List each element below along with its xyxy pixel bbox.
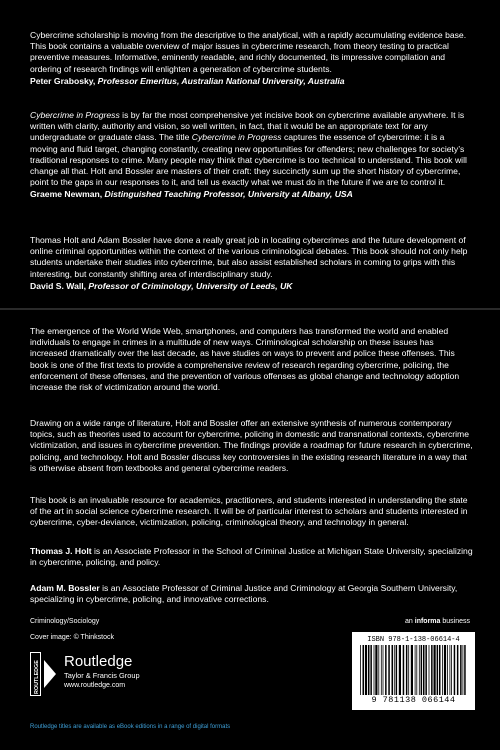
author-name: Thomas J. Holt — [30, 546, 92, 556]
reviewer-name: David S. Wall, — [30, 280, 87, 291]
reviewer-title: Professor of Criminology, University of Leeds, UK — [88, 280, 293, 291]
review-attribution — [30, 76, 473, 87]
review-text: Thomas Holt and Adam Bossler have done a really great job in locating cybercrimes and the future development of online criminal opportunities within the context of the various criminological debates. This book should not only help students undertake their studies into cybercrime, but also assist established scholars in coming to grips with this interesting, but constantly shifting area of interdisciplinary study. — [30, 235, 468, 279]
author-name: Adam M. Bossler — [30, 583, 100, 593]
description-paragraph: Drawing on a wide range of literature, Holt and Bossler offer an extensive synthesis of numerous contemporary topics, such as theories used to account for cybercrime, policing in domestic and transnational contexts, cybercrime victimization, and issues in cybercrime prevention. The findings provide a roadmap for future research in cybercrime, policing, and technology. Holt and Bossler discuss key controversies in the existing research literature in a way that is otherwise absent from textbooks and general cybercrime readers. — [30, 418, 473, 473]
svg-text:ROUTLEDGE: ROUTLEDGE — [34, 660, 40, 694]
author-bio: is an Associate Professor in the School of Criminal Justice at Michigan State University, specializing in cybercrime, policing, and policy. — [30, 546, 473, 568]
review-text-part-a: is by far the most comprehensive yet incisive book on cybercrime available anywhere. It is written with clarity, authority and vision, so well written, in fact, that it would be an appropriate text for any undergraduate or graduate class. The title — [30, 110, 465, 143]
review-text-part-b: captures the essence of cybercrime: it is a moving and fluid target, changing constantly, creating new opportunities for offenders; new challenges for society’s traditional responses to crime. Many people may think that cybercrime is too technical to understand. This book will change all that. Holt and Bossler are masters of their craft: they succinctly sum up the short history of cybercrime, point to the gaps in our responses to it, and tell us exactly what we must do in the future if we are to control it. — [30, 132, 467, 188]
cover-image-credit: Cover image: © Thinkstock — [30, 634, 115, 641]
review-attribution — [30, 189, 473, 200]
ebook-availability-note: Routledge titles are available as eBook editions in a range of digital formats — [30, 724, 231, 730]
review-attribution — [30, 281, 473, 292]
publisher-name: Routledge — [64, 653, 133, 670]
review-text: Cybercrime scholarship is moving from the descriptive to the analytical, with a rapidly accumulating evidence base. This book contains a valuable overview of major issues in cybercrime research, from theory testing to practical preventive measures. Informative, eminently readable, and richly documented, its impressive compilation and ordering of research findings will enlighten a generation of cybercrime students. — [30, 30, 467, 74]
informa-brand: informa — [414, 618, 441, 625]
author-bio-bossler — [30, 583, 473, 605]
book-title-italic: Cybercrime in Progress — [30, 110, 120, 120]
review-newman — [30, 110, 473, 201]
author-bio-holt — [30, 546, 473, 568]
publisher-url: www.routledge.com — [64, 682, 126, 689]
reviewer-name: Peter Grabosky, — [30, 75, 96, 86]
description-paragraph: The emergence of the World Wide Web, smartphones, and computers has transformed the world and enabled individuals to engage in crimes in a multitude of new ways. Criminological scholarship on these issues has increased dramatically over the last decade, as have studies on ways to prevent and police these offenses. This book is one of the first texts to provide a comprehensive review of research regarding cybercrime, policing, the enforcement of these offenses, and the prevention of various offenses as global change and technology adoption increase the risk of victimization around the world. — [30, 326, 460, 393]
isbn-number: ISBN 978-1-138-06614-4 — [367, 636, 460, 644]
review-wall — [30, 235, 473, 292]
informa-business-label: an informa business — [405, 618, 470, 625]
description-paragraph: This book is an invaluable resource for academics, practitioners, and students interested in understanding the state of the art in social science cybercrime research. It will be of particular interest to scholars and students interested in cybercrime, cyber-deviance, victimization, policing, criminological theory, and technology in general. — [30, 495, 468, 528]
reviewer-name: Graeme Newman, — [30, 189, 103, 200]
subject-category: Criminology/Sociology — [30, 618, 100, 625]
barcode-digits: 9 781138 066144 — [371, 695, 456, 705]
logo-vertical-wordmark — [32, 652, 40, 696]
reviewer-title: Distinguished Teaching Professor, University at Albany, USA — [104, 189, 353, 200]
reviewer-title: Professor Emeritus, Australian National University, Australia — [97, 75, 345, 86]
publisher-group: Taylor & Francis Group — [64, 671, 140, 680]
author-bio: is an Associate Professor of Criminal Justice and Criminology at Georgia Southern University, specializing in cybercrime, policing, and innovative corrections. — [30, 583, 458, 605]
review-text — [30, 110, 473, 188]
isbn-barcode — [352, 632, 475, 710]
isbn-barcode-icon — [358, 645, 469, 695]
routledge-logo — [30, 652, 170, 698]
book-title-italic: Cybercrime in Progress — [191, 132, 282, 143]
review-grabosky — [30, 30, 473, 87]
section-divider — [0, 308, 500, 310]
